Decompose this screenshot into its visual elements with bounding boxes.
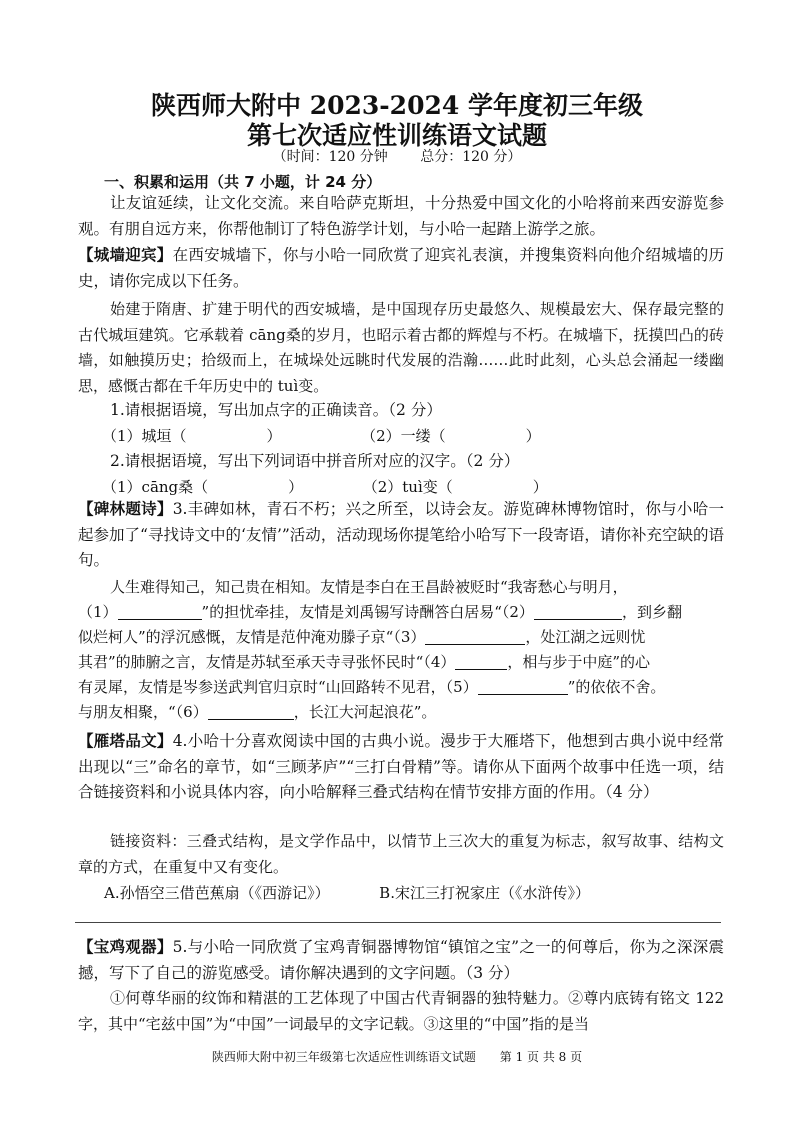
- q1-b-label: （2）一缕（: [361, 427, 446, 445]
- poem-4b: ，相与步于中庭”的心: [507, 653, 651, 671]
- poem-line-5: [78, 675, 724, 701]
- q2-a-label: （1）cāng桑（: [102, 478, 209, 496]
- stele-tag: 【碑林题诗】: [78, 499, 173, 518]
- poem-6a: 与朋友相聚，“（6）: [78, 703, 208, 721]
- option-a[interactable]: A.孙悟空三借芭蕉扇（《西游记》）: [104, 884, 330, 902]
- exam-title-line2: 第七次适应性训练语文试题: [246, 121, 547, 150]
- question-2: 2.请根据语境，写出下列词语中拼音所对应的汉字。（2 分）: [110, 452, 520, 470]
- poem-line-1: 人生难得知己，知己贵在相知。友情是李白在王昌龄被贬时“我寄愁心与明月，: [110, 578, 628, 596]
- poem-3a: 似烂柯人”的浮沉感慨，友情是范仲淹劝滕子京“（3）: [78, 628, 426, 646]
- wall-task: [78, 242, 724, 294]
- bronze-text: 5.与小哈一同欣赏了宝鸡青铜器博物馆“镇馆之宝”之一的何尊后，你为之深深震撼，写下了自己的游览感受。请你解决遇到的文字问题。（3 分）: [78, 938, 724, 982]
- poem-6b: ，长江大河起浪花”。: [293, 703, 437, 721]
- q1-b-close: ）: [525, 427, 541, 445]
- bronze-task: [78, 934, 724, 986]
- intro-paragraph: 让友谊延续，让文化交流。来自哈萨克斯坦，十分热爱中国文化的小哈将前来西安游览参观。有朋自远方来，你帮他制订了特色游学计划，与小哈一起踏上游学之旅。: [78, 194, 724, 238]
- poem-line-2: [78, 600, 724, 626]
- bronze-tag: 【宝鸡观器】: [78, 937, 173, 956]
- q2-a-close: ）: [288, 478, 304, 496]
- q2-answers: [102, 476, 548, 497]
- poem-2c: ，到乡翻: [621, 603, 682, 621]
- q1-a-label: （1）城垣（: [102, 427, 187, 445]
- section-heading: 一、积累和运用（共 7 小题，计 24 分）: [104, 173, 382, 191]
- exam-title-line1: 陕西师大附中 2023-2024 学年度初三年级: [151, 91, 643, 120]
- wall-tag: 【城墙迎宾】: [78, 245, 173, 264]
- story-options: [104, 882, 590, 903]
- section-divider: [75, 922, 721, 923]
- q1-a-close: ）: [266, 427, 282, 445]
- poem-5a: 有灵犀，友情是岑参送武判官归京时“山回路转不见君，（5）: [78, 678, 478, 696]
- link-material: 链接资料：三叠式结构，是文学作品中，以情节上三次大的重复为标志，叙写故事、结构文章的方式，在重复中又有变化。: [78, 832, 724, 876]
- blank-3[interactable]: [425, 628, 525, 645]
- blank-5[interactable]: [478, 678, 568, 695]
- stele-text: 3.丰碑如林，青石不朽；兴之所至，以诗会友。游览碑林博物馆时，你与小哈一起参加了“寻找诗文中的‘友情’”活动，活动现场你提笔给小哈写下一段寄语，请你补充空缺的语句。: [78, 500, 724, 569]
- blank-4[interactable]: [455, 653, 507, 670]
- pagoda-task: [78, 728, 724, 806]
- footer-school: 陕西师大附中初三年级第七次适应性训练语文试题: [211, 1050, 476, 1064]
- blank-1[interactable]: [118, 603, 202, 620]
- pagoda-text: 4.小哈十分喜欢阅读中国的古典小说。漫步于大雁塔下，他想到古典小说中经常出现以“三”命名的章节，如“三顾茅庐”“三打白骨精”等。请你从下面两个故事中任选一项，结合链接资料和小说具体内容，向小哈解释三叠式结构在情节安排方面的作用。（4 分）: [78, 732, 724, 801]
- poem-3b: ，处江湖之远则忧: [525, 628, 646, 646]
- blank-2[interactable]: [534, 603, 622, 620]
- poem-4a: 其君”的肺腑之言，友情是苏轼至承天寺寻张怀民时“（4）: [78, 653, 456, 671]
- pagoda-tag: 【雁塔品文】: [78, 731, 173, 750]
- q2-b-label: （2）tuì变（: [362, 478, 453, 496]
- q2-b-close: ）: [532, 478, 548, 496]
- stele-task: [78, 496, 724, 574]
- wall-text: 在西安城墙下，你与小哈一同欣赏了迎宾礼表演，并搜集资料向他介绍城墙的历史，请你完成以下任务。: [78, 246, 724, 290]
- exam-score: 总分：120 分）: [420, 149, 522, 165]
- exam-meta: [0, 146, 794, 166]
- poem-line-6: [78, 700, 724, 726]
- exam-time: （时间：120 分钟: [272, 149, 388, 165]
- poem-5b: ”的依依不舍。: [567, 678, 666, 696]
- wall-passage: 始建于隋唐、扩建于明代的西安城墙，是中国现存历史最悠久、规模最宏大、保存最完整的古代城垣建筑。它承载着 cāng桑的岁月，也昭示着古都的辉煌与不朽。在城墙下，抚摸凹凸的砖墙，如触摸历史；拾级而上，在城垛处远眺时代发展的浩瀚……此时此刻，心头总会涌起一缕幽思，感慨古都在千年历史中的 tuì变。: [78, 300, 724, 395]
- blank-6[interactable]: [208, 703, 294, 720]
- bronze-passage: ①何尊华丽的纹饰和精湛的工艺体现了中国古代青铜器的独特魅力。②尊内底铸有铭文 122 字，其中“宅兹中国”为“中国”一词最早的文字记载。③这里的“中国”指的是当: [78, 989, 724, 1033]
- question-1: 1.请根据语境，写出加点字的正确读音。（2 分）: [110, 401, 442, 419]
- page-footer: [0, 1048, 794, 1065]
- poem-2b: ”的担忧牵挂，友情是刘禹锡写诗酬答白居易“（2）: [201, 603, 534, 621]
- footer-page: 第 1 页 共 8 页: [499, 1050, 583, 1064]
- q1-answers: [102, 425, 541, 446]
- blank-1-label: （1）: [78, 603, 118, 621]
- option-b[interactable]: B.宋江三打祝家庄（《水浒传》）: [379, 884, 590, 902]
- poem-line-3: [78, 625, 724, 651]
- poem-line-4: [78, 650, 724, 676]
